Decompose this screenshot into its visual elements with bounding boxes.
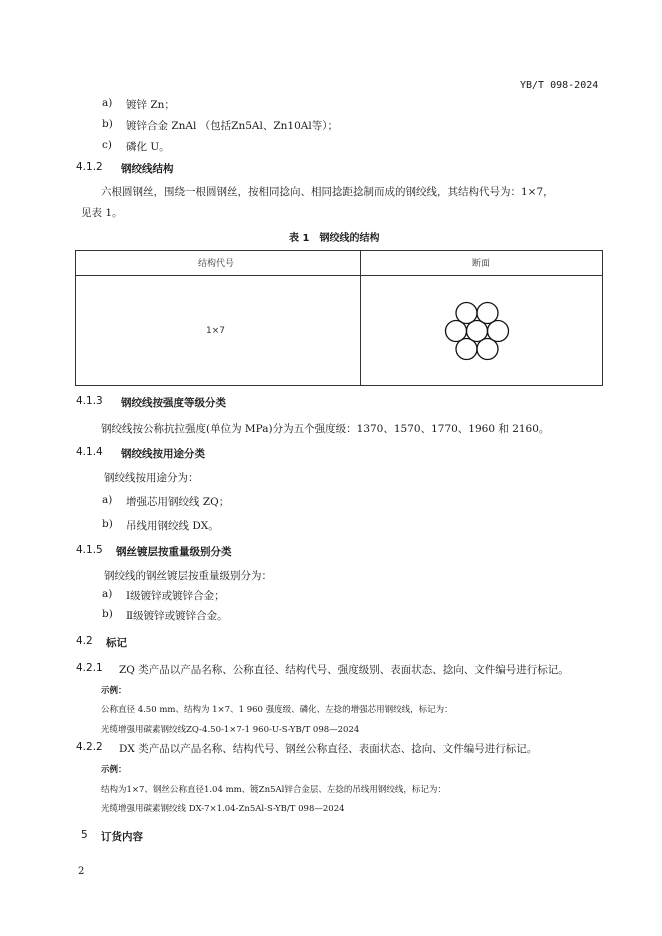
list-text: 增强芯用钢绞线 ZQ； — [126, 496, 230, 508]
strand-cross-section-icon — [442, 296, 512, 366]
section-number: 4.1.3 — [76, 395, 103, 407]
section-number: 4.2.2 — [76, 741, 103, 753]
list-mark: b) — [102, 518, 113, 530]
list-mark: a) — [102, 588, 113, 600]
paragraph: ZQ 类产品以产品名称、公称直径、结构代号、强度级别、表面状态、捻向、文件编号进行标记。 — [119, 664, 569, 676]
example-mark: 光缆增强用碳素钢绞线 DX-7×1.04-Zn5Al-S-YB/T 098—2024 — [101, 804, 345, 814]
section-title: 钢绞线按强度等级分类 — [121, 397, 226, 409]
structure-table — [75, 250, 603, 386]
example-mark: 光缆增强用碳素钢绞线ZQ-4.50-1×7-1 960-U-S-YB/T 098—2024 — [101, 725, 360, 735]
paragraph: 见表 1。 — [81, 207, 123, 219]
list-text: Ⅰ级镀锌或镀锌合金； — [126, 590, 225, 602]
section-number: 4.2.1 — [76, 662, 103, 674]
table-rule — [76, 275, 602, 276]
section-title: 标记 — [106, 637, 127, 649]
section-title: 钢绞线结构 — [121, 163, 174, 175]
paragraph: 钢绞线按公称抗拉强度(单位为 MPa)分为五个强度级：1370、1570、1770、1960 和 2160。 — [101, 423, 550, 435]
section-number: 4.2 — [76, 635, 93, 647]
section-title: 钢绞线按用途分类 — [121, 448, 205, 460]
list-text: Ⅱ级镀锌或镀锌合金。 — [126, 610, 228, 622]
example-description: 公称直径 4.50 mm、结构为 1×7、1 960 强度级、磷化、左捻的增强芯用钢绞线，标记为： — [101, 705, 453, 715]
paragraph: 钢绞线按用途分为： — [104, 472, 199, 484]
list-mark: b) — [102, 118, 113, 130]
list-mark: a) — [102, 97, 113, 109]
page-number: 2 — [78, 866, 85, 877]
table-caption: 表 1 钢绞线的结构 — [289, 233, 380, 244]
list-text: 磷化 U。 — [126, 141, 170, 153]
section-number: 4.1.2 — [76, 161, 103, 173]
list-mark: a) — [102, 494, 113, 506]
paragraph: 钢绞线的钢丝镀层按重量级别分为： — [104, 570, 272, 582]
list-text: 镀锌 Zn； — [126, 99, 175, 111]
section-number: 5 — [81, 829, 88, 841]
section-title: 钢丝镀层按重量级别分类 — [116, 546, 232, 558]
example-label: 示例： — [101, 765, 127, 775]
paragraph: 六根圆钢丝，围绕一根圆钢丝，按相同捻向、相同捻距捻制而成的钢绞线，其结构代号为：1×7， — [101, 186, 554, 198]
list-text: 吊线用钢绞线 DX。 — [126, 520, 219, 532]
example-label: 示例： — [101, 686, 127, 696]
section-number: 4.1.4 — [76, 446, 103, 458]
table-cell: 1×7 — [206, 326, 225, 336]
section-number: 4.1.5 — [76, 544, 103, 556]
section-title: 订货内容 — [101, 831, 143, 843]
list-mark: b) — [102, 608, 113, 620]
list-text: 镀锌合金 ZnAl （包括Zn5Al、Zn10Al等）； — [126, 120, 338, 132]
list-mark: c) — [102, 139, 112, 151]
column-header: 结构代号 — [198, 259, 235, 269]
paragraph: DX 类产品以产品名称、结构代号、钢丝公称直径、表面状态、捻向、文件编号进行标记。 — [119, 743, 538, 755]
column-header: 断面 — [472, 259, 491, 269]
table-rule — [360, 251, 361, 385]
header-code: YB/T 098-2024 — [520, 80, 599, 91]
example-description: 结构为1×7、钢丝公称直径1.04 mm、镀Zn5Al锌合金层、左捻的吊线用钢绞线，标记为： — [101, 785, 446, 795]
